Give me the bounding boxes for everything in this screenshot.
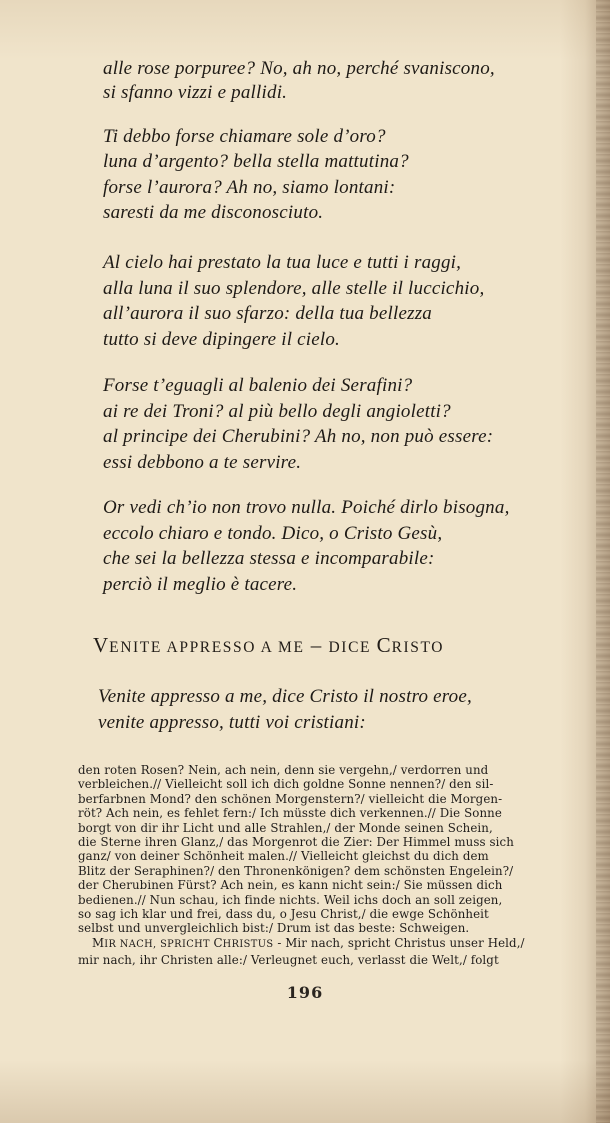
- verse-line: Or vedi ch’io non trovo nulla. Poiché dirlo bisogna,: [103, 497, 510, 518]
- verse-line: luna d’argento? bella stella mattutina?: [103, 151, 409, 173]
- verse-line: saresti da me disconosciuto.: [103, 202, 324, 224]
- footnote-line: mir nach, ihr Christen alle:/ Verleugnet euch, verlasst die Welt,/ folgt: [78, 952, 499, 967]
- verse-line: essi debbono a te servire.: [103, 451, 302, 473]
- footnote-line: borgt von dir ihr Licht und alle Strahlen,/ der Monde seinen Schein,: [78, 820, 493, 835]
- verse-line: alle rose porpuree? No, ah no, perché svaniscono,: [103, 58, 495, 79]
- footnote-line: selbst und unvergleichlich bist:/ Drum ist das beste: Schweigen.: [78, 921, 470, 936]
- verse-line: ai re dei Troni? al più bello degli angioletti?: [103, 400, 451, 422]
- verse-line: venite appresso, tutti voi cristiani:: [98, 711, 366, 733]
- stanza-2: [103, 124, 409, 226]
- stanza-4: [103, 373, 493, 475]
- footnote-translation: [78, 763, 566, 936]
- footnote-line: die Sterne ihren Glanz,/ das Morgenrot die Zier: Der Himmel muss sich: [78, 835, 514, 850]
- footnote-line: ganz/ von deiner Schönheit malen.// Vielleicht gleichst du dich dem: [78, 849, 489, 864]
- footnote-title-initial: M: [92, 936, 105, 950]
- footnote-line: verbleichen.// Vielleicht soll ich dich goldne Sonne nennen?/ den sil-: [78, 777, 494, 792]
- verse-line: si sfanno vizzi e pallidi.: [103, 82, 288, 104]
- footnote-line: Blitz der Seraphinen?/ den Thronenkönigen? dem schönsten Engelein?/: [78, 863, 514, 878]
- footnote-line: der Cherubinen Fürst? Ach nein, es kann nicht sein:/ Sie müssen dich: [78, 878, 503, 893]
- heading-text: RISTO: [391, 639, 445, 656]
- footnote-title: IR NACH, SPRICHT: [104, 939, 214, 950]
- stanza-5: [103, 495, 510, 597]
- footnote-text: - Mir nach, spricht Christus unser Held,/: [273, 936, 525, 950]
- heading-initial: C: [376, 633, 392, 657]
- footnote-second: [78, 936, 525, 967]
- verse-line: Al cielo hai prestato la tua luce e tutti i raggi,: [103, 252, 462, 273]
- footnote-line: [78, 936, 525, 953]
- second-poem-stanza: [98, 684, 472, 735]
- verse-line: alla luna il suo splendore, alle stelle il luccichio,: [103, 277, 485, 299]
- verse-line: Venite appresso a me, dice Cristo il nostro eroe,: [98, 686, 472, 707]
- page-number: 196: [286, 983, 324, 1002]
- heading-dash: –: [304, 633, 329, 657]
- verse-line: eccolo chiaro e tondo. Dico, o Cristo Gesù,: [103, 522, 443, 544]
- verse-line: Forse t’eguagli al balenio dei Serafini?: [103, 375, 413, 396]
- stanza-3: [103, 250, 484, 352]
- heading-text: DICE: [328, 639, 377, 656]
- footnote-title-initial: C: [213, 936, 223, 950]
- verse-line: all’aurora il suo sfarzo: della tua bellezza: [103, 303, 432, 325]
- footnote-line: bedienen.// Nun schau, ich finde nichts. Weil ichs doch an soll zeigen,: [78, 892, 503, 907]
- footnote-line: röt? Ach nein, es fehlet fern:/ Ich müsste dich verkennen.// Die Sonne: [78, 806, 502, 821]
- footnote-title: HRISTUS: [222, 939, 274, 950]
- heading-text: ENITE APPRESSO A ME: [109, 639, 305, 656]
- verse-line: forse l’aurora? Ah no, siamo lontani:: [103, 176, 396, 198]
- verse-line: Ti debbo forse chiamare sole d’oro?: [103, 126, 386, 147]
- verse-line: perciò il meglio è tacere.: [103, 573, 298, 595]
- stanza-1: [103, 57, 495, 106]
- footnote-line: den roten Rosen? Nein, ach nein, denn sie vergehn,/ verdorren und: [78, 763, 489, 777]
- section-heading: [93, 633, 444, 658]
- footnote-line: so sag ich klar und frei, dass du, o Jesu Christ,/ die ewge Schönheit: [78, 907, 489, 922]
- heading-initial: V: [93, 633, 110, 657]
- footnote-line: berfarbnen Mond? den schönen Morgenstern?/ vielleicht die Morgen-: [78, 791, 503, 806]
- verse-line: al principe dei Cherubini? Ah no, non può essere:: [103, 426, 494, 448]
- page-edge-wear: [596, 0, 610, 1123]
- verse-line: che sei la bellezza stessa e incomparabile:: [103, 548, 435, 570]
- verse-line: tutto si deve dipingere il cielo.: [103, 328, 341, 350]
